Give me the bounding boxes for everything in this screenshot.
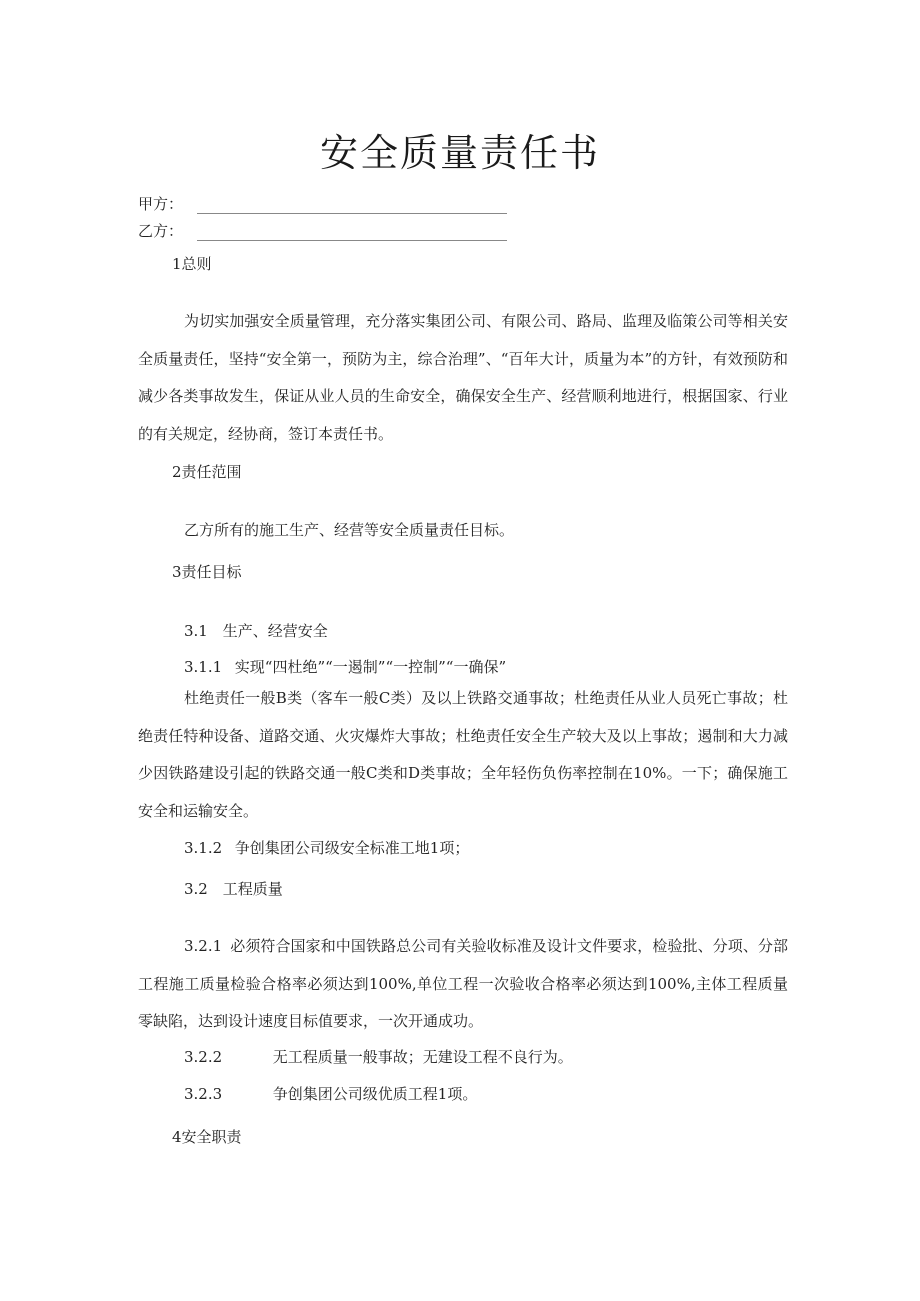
section-1-heading: 1总则: [172, 255, 212, 273]
section-3-1-2-item: [184, 837, 469, 858]
section-3-2-2-number: 3.2.2: [184, 1048, 223, 1066]
section-4-heading: 4安全职责: [172, 1128, 242, 1146]
party-b-row: [138, 220, 507, 241]
section-3-2-3-item: [184, 1083, 477, 1104]
section-3-2-1-paragraph: [138, 928, 788, 1041]
section-3-1-1-paragraph: 杜绝责任一般B类（客车一般C类）及以上铁路交通事故；杜绝责任从业人员死亡事故；杜绝责任特种设备、道路交通、火灾爆炸大事故；杜绝责任安全生产较大及以上事故；遏制和大力减少因铁路建设引起的铁路交通一般C类和D类事故；全年轻伤负伤率控制在10%。一下；确保施工安全和运输安全。: [138, 689, 788, 820]
section-2-paragraph: 乙方所有的施工生产、经营等安全质量责任目标。: [184, 521, 515, 539]
section-3-heading: 3责任目标: [172, 563, 242, 581]
document-title: 安全质量责任书: [319, 131, 600, 175]
party-b-blank-line: [197, 228, 507, 241]
party-a-blank-line: [197, 201, 507, 214]
section-3-2-number: 3.2: [184, 880, 208, 898]
section-3-1-1-heading: [184, 656, 506, 677]
party-b-label: 乙方：: [138, 222, 184, 240]
section-3-2-3-number: 3.2.3: [184, 1085, 223, 1103]
party-a-row: [138, 193, 507, 214]
section-3-1-heading: [184, 620, 328, 641]
section-1-paragraph: 为切实加强安全质量管理，充分落实集团公司、有限公司、路局、监理及临策公司等相关安全质量责任，坚持“安全第一，预防为主，综合治理”、“百年大计，质量为本”的方针，有效预防和减少各类事故发生，保证从业人员的生命安全，确保安全生产、经营顺利地进行，根据国家、行业的有关规定，经协商，签订本责任书。: [138, 312, 788, 443]
section-3-2-heading: [184, 878, 283, 899]
party-a-label: 甲方：: [138, 195, 184, 213]
section-3-2-2-text: 无工程质量一般事故；无建设工程不良行为。: [272, 1048, 573, 1066]
section-3-2-text: 工程质量: [222, 880, 283, 898]
section-3-1-1-number: 3.1.1: [184, 658, 223, 676]
section-3-1-number: 3.1: [184, 622, 208, 640]
section-3-1-2-text: 争创集团公司级安全标准工地1项；: [234, 839, 470, 857]
section-3-2-3-text: 争创集团公司级优质工程1项。: [272, 1085, 478, 1103]
section-3-2-2-item: [184, 1046, 573, 1067]
section-3-2-1-number: 3.2.1: [184, 937, 223, 955]
section-2-heading: 2责任范围: [172, 463, 242, 481]
section-3-1-1-text: 实现“四杜绝”“一遏制”“一控制”“一确保”: [234, 658, 507, 676]
section-3-2-1-text: 必须符合国家和中国铁路总公司有关验收标准及设计文件要求，检验批、分项、分部工程施工质量检验合格率必须达到100%,单位工程一次验收合格率必须达到100%,主体工程质量零缺陷，达到设计速度目标值要求，一次开通成功。: [138, 937, 788, 1030]
section-3-1-text: 生产、经营安全: [222, 622, 328, 640]
section-3-1-2-number: 3.1.2: [184, 839, 223, 857]
